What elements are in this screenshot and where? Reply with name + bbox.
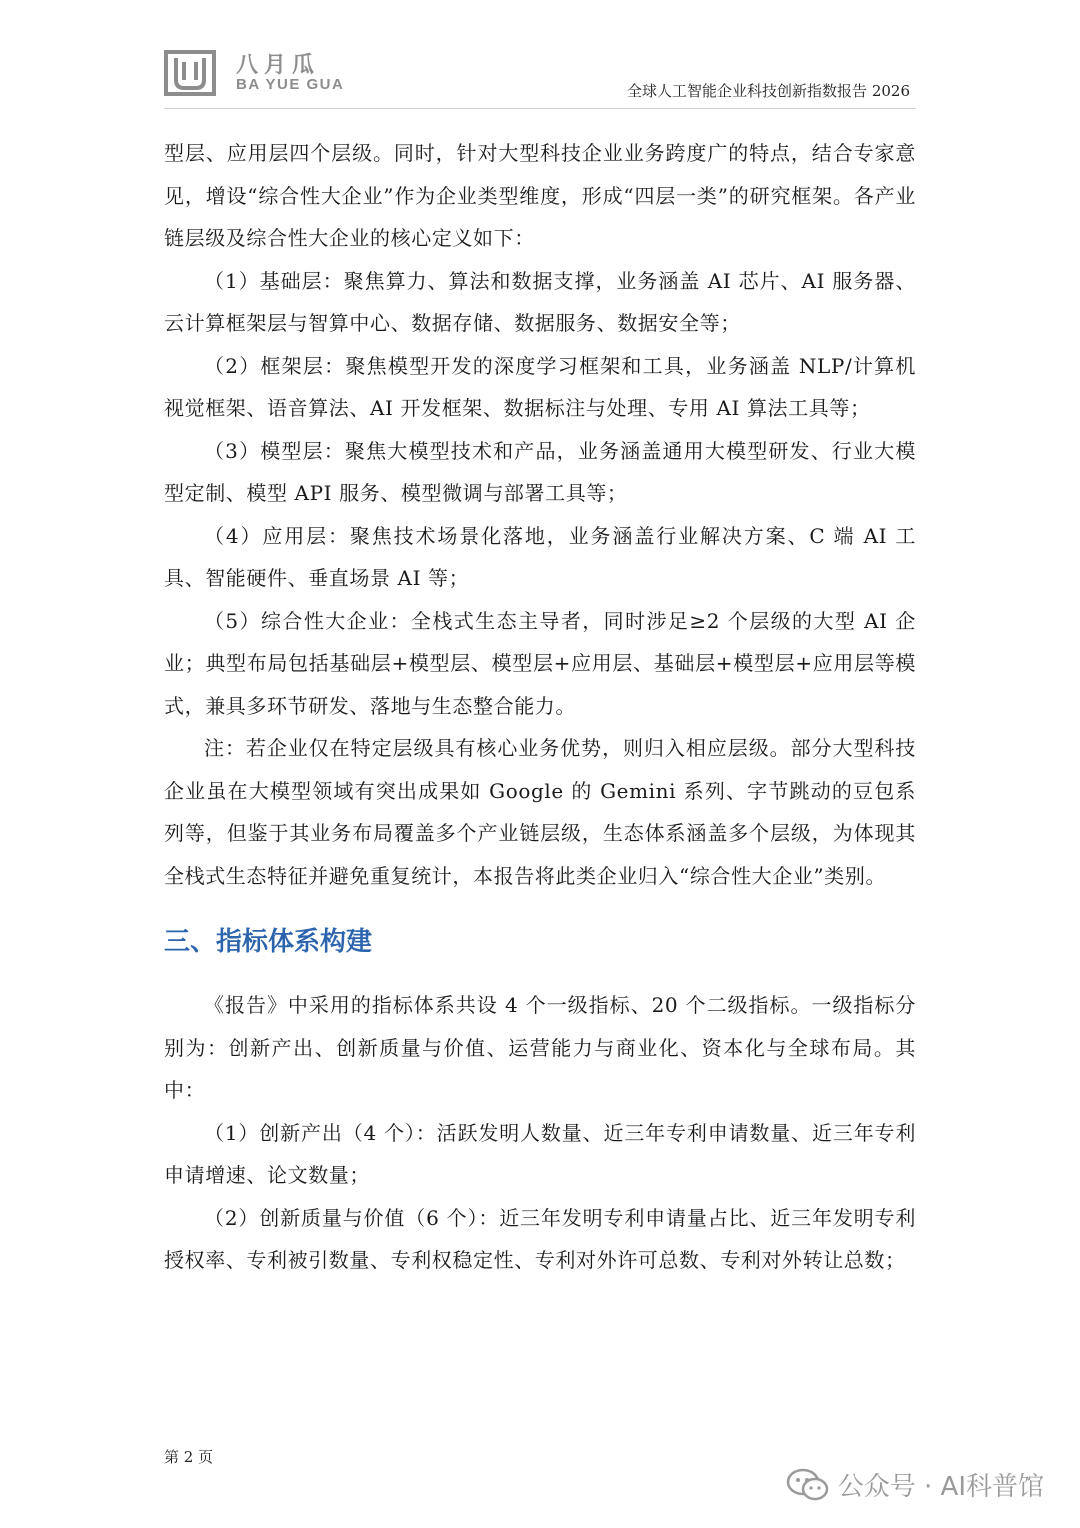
header-divider — [164, 108, 916, 109]
page-body — [164, 132, 916, 1282]
logo-text-cn: 八月瓜 — [236, 53, 321, 78]
layer-definition-conglomerate: （5）综合性大企业：全栈式生态主导者，同时涉足≥2 个层级的大型 AI 企业；典型布局包括基础层+模型层、模型层+应用层、基础层+模型层+应用层等模式，兼具多环节研发、落地与生态整合能力。 — [164, 608, 916, 718]
page-number: 第 2 页 — [164, 1448, 214, 1466]
wechat-icon — [786, 1468, 830, 1502]
indicator-innovation-quality: （2）创新质量与价值（6 个）：近三年发明专利申请量占比、近三年发明专利授权率、专利被引数量、专利权稳定性、专利对外许可总数、专利对外转让总数； — [164, 1205, 916, 1272]
section-heading: 三、指标体系构建 — [164, 927, 373, 957]
page-header — [0, 0, 1080, 112]
layer-definition-framework: （2）框架层：聚焦模型开发的深度学习框架和工具，业务涵盖 NLP/计算机视觉框架、语音算法、AI 开发框架、数据标注与处理、专用 AI 算法工具等； — [164, 353, 916, 420]
note-paragraph: 注：若企业仅在特定层级具有核心业务优势，则归入相应层级。部分大型科技企业虽在大模型领域有突出成果如 Google 的 Gemini 系列、字节跳动的豆包系列等，但鉴于其业务布局覆盖多个产业链层级，生态体系涵盖多个层级，为体现其全栈式生态特征并避免重复统计，本报告将此类企业归入“综合性大企业”类别。 — [164, 736, 916, 888]
indicator-innovation-output: （1）创新产出（4 个）：活跃发明人数量、近三年专利申请数量、近三年专利申请增速、论文数量； — [164, 1120, 916, 1187]
layer-definition-foundation: （1）基础层：聚焦算力、算法和数据支撑，业务涵盖 AI 芯片、AI 服务器、云计算框架层与智算中心、数据存储、数据服务、数据安全等； — [164, 268, 916, 335]
wechat-watermark — [786, 1466, 1044, 1503]
logo-mark-icon — [164, 50, 216, 96]
bayuegua-logo — [164, 50, 354, 98]
logo-text-en: BA YUE GUA — [236, 76, 345, 93]
layer-definition-application: （4）应用层：聚焦技术场景化落地，业务涵盖行业解决方案、C 端 AI 工具、智能硬件、垂直场景 AI 等； — [164, 523, 916, 590]
watermark-text: 公众号 · AI科普馆 — [837, 1472, 1044, 1502]
report-title: 全球人工智能企业科技创新指数报告 2026 — [627, 82, 910, 100]
body-paragraph: 型层、应用层四个层级。同时，针对大型科技企业业务跨度广的特点，结合专家意见，增设“综合性大企业”作为企业类型维度，形成“四层一类”的研究框架。各产业链层级及综合性大企业的核心定义如下： — [164, 141, 916, 250]
body-paragraph: 《报告》中采用的指标体系共设 4 个一级指标、20 个二级指标。一级指标分别为：创新产出、创新质量与价值、运营能力与商业化、资本化与全球布局。其中： — [164, 993, 916, 1102]
layer-definition-model: （3）模型层：聚焦大模型技术和产品，业务涵盖通用大模型研发、行业大模型定制、模型 API 服务、模型微调与部署工具等； — [164, 438, 916, 505]
